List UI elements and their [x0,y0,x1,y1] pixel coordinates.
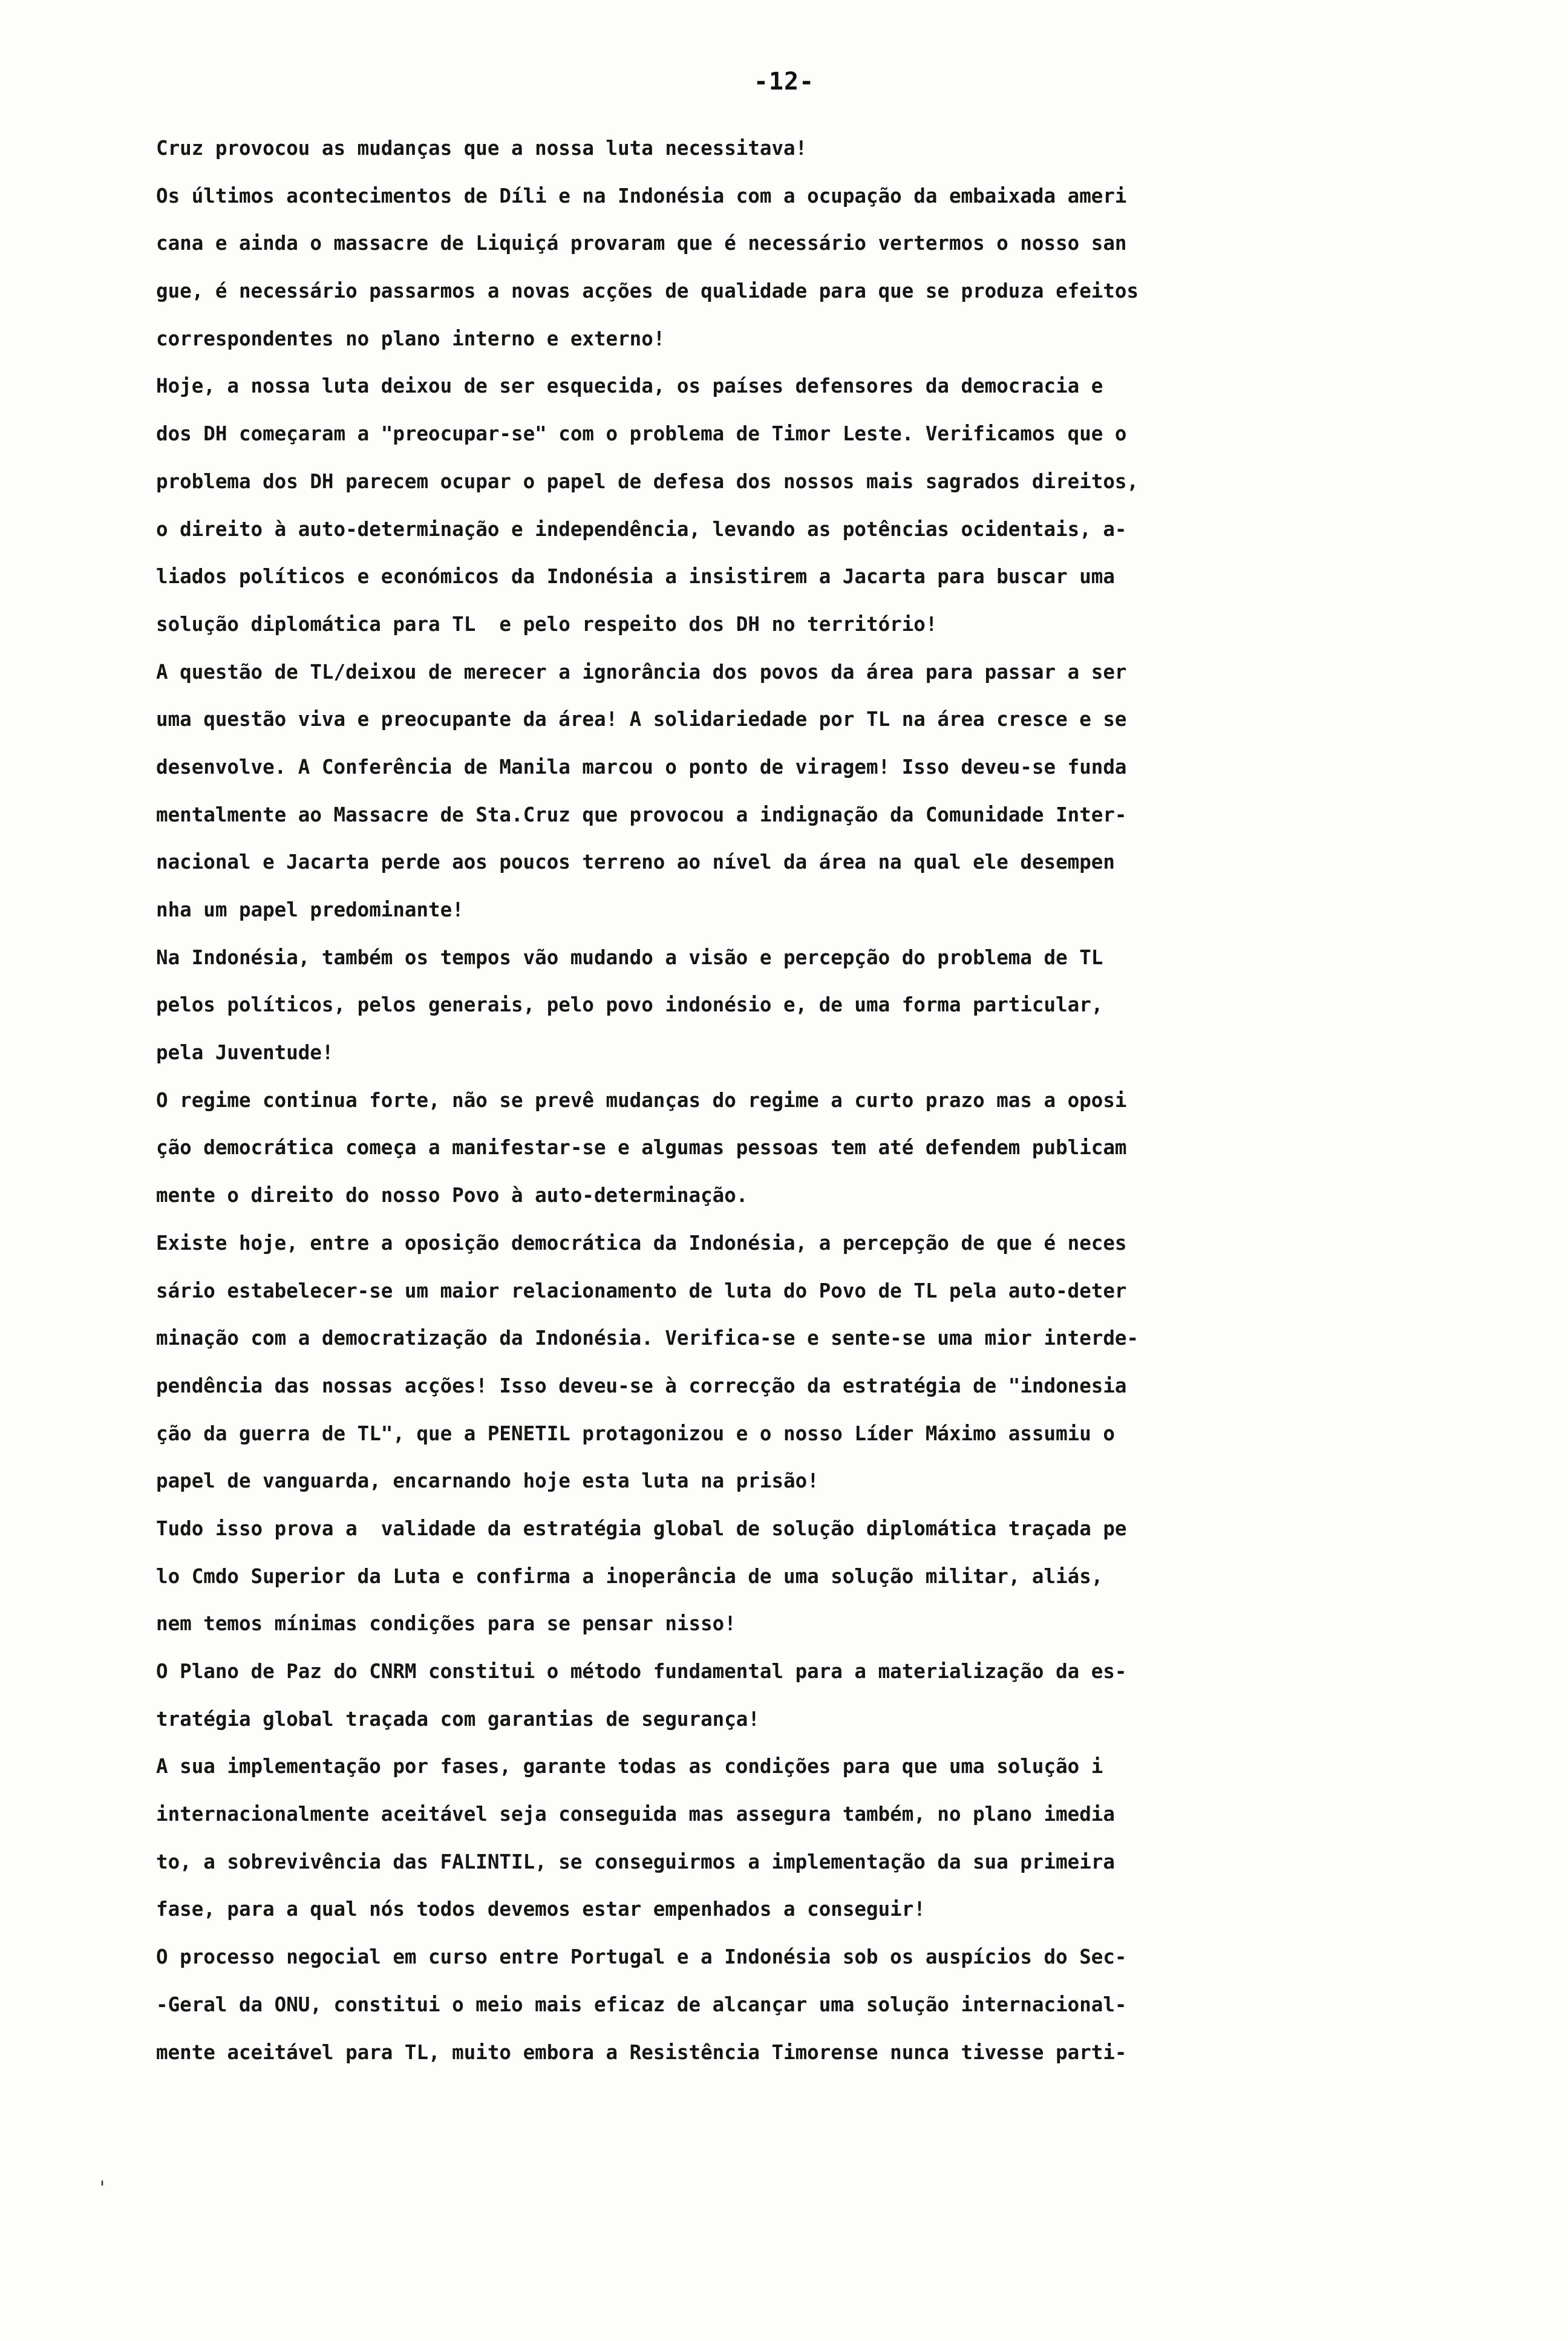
text-line: pela Juventude! [156,1041,334,1065]
document-body [156,125,1426,2076]
text-line: O Plano de Paz do CNRM constitui o método fundamental para a materialização da es- [156,1660,1127,1683]
text-line: Existe hoje, entre a oposição democrática da Indonésia, a percepção de que é neces [156,1231,1127,1255]
text-line: minação com a democratização da Indonésia. Verifica-se e sente-se uma mior interde- [156,1327,1139,1350]
text-line: -Geral da ONU, constitui o meio mais eficaz de alcançar uma solução internacional- [156,1993,1127,2016]
text-line: mente aceitável para TL, muito embora a Resistência Timorense nunca tivesse parti- [156,2040,1127,2064]
text-line: A questão de TL/deixou de merecer a ignorância dos povos da área para passar a ser [156,660,1127,684]
text-line: Os últimos acontecimentos de Díli e na Indonésia com a ocupação da embaixada ameri [156,184,1127,207]
page-number: -12- [753,68,815,96]
text-line: mente o direito do nosso Povo à auto-determinação. [156,1184,748,1207]
text-line: liados políticos e económicos da Indonésia a insistirem a Jacarta para buscar uma [156,565,1115,589]
text-line: tratégia global traçada com garantias de segurança! [156,1707,760,1731]
text-line: problema dos DH parecem ocupar o papel de defesa dos nossos mais sagrados direitos, [156,469,1139,493]
text-line: Cruz provocou as mudanças que a nossa luta necessitava! [156,137,808,160]
text-line: nem temos mínimas condições para se pensar nisso! [156,1612,736,1636]
text-line: fase, para a qual nós todos devemos estar empenhados a conseguir! [156,1898,926,1921]
margin-mark: ' [97,2178,108,2199]
text-line: to, a sobrevivência das FALINTIL, se conseguirmos a implementação da sua primeira [156,1850,1115,1873]
text-line: gue, é necessário passarmos a novas acções de qualidade para que se produza efeitos [156,279,1139,303]
text-line: internacionalmente aceitável seja conseguida mas assegura também, no plano imedia [156,1803,1115,1826]
text-line: uma questão viva e preocupante da área! A solidariedade por TL na área cresce e se [156,708,1127,731]
text-line: mentalmente ao Massacre de Sta.Cruz que provocou a indignação da Comunidade Inter- [156,803,1127,826]
text-line: O processo negocial em curso entre Portugal e a Indonésia sob os auspícios do Sec- [156,1945,1127,1969]
text-line: O regime continua forte, não se prevê mudanças do regime a curto prazo mas a oposi [156,1088,1127,1112]
text-line: sário estabelecer-se um maior relacionamento de luta do Povo de TL pela auto-deter [156,1279,1127,1302]
text-line: cana e ainda o massacre de Liquiçá provaram que é necessário vertermos o nosso san [156,232,1127,255]
text-line: lo Cmdo Superior da Luta e confirma a inoperância de uma solução militar, aliás, [156,1564,1103,1588]
text-line: papel de vanguarda, encarnando hoje esta luta na prisão! [156,1469,819,1493]
text-line: A sua implementação por fases, garante todas as condições para que uma solução i [156,1755,1103,1778]
text-line: pelos políticos, pelos generais, pelo povo indonésio e, de uma forma particular, [156,993,1103,1017]
text-line: pendência das nossas acções! Isso deveu-se à correcção da estratégia de "indonesia [156,1374,1127,1397]
text-line: desenvolve. A Conferência de Manila marcou o ponto de viragem! Isso deveu-se funda [156,755,1127,779]
text-line: nha um papel predominante! [156,898,464,921]
text-line: dos DH começaram a "preocupar-se" com o problema de Timor Leste. Verificamos que o [156,422,1127,446]
text-line: Hoje, a nossa luta deixou de ser esquecida, os países defensores da democracia e [156,374,1103,398]
text-line: nacional e Jacarta perde aos poucos terreno ao nível da área na qual ele desempen [156,851,1115,874]
text-line: correspondentes no plano interno e externo! [156,327,665,350]
text-line: Tudo isso prova a validade da estratégia global de solução diplomática traçada pe [156,1517,1127,1540]
text-line: ção da guerra de TL", que a PENETIL protagonizou e o nosso Líder Máximo assumiu o [156,1422,1115,1445]
text-line: ção democrática começa a manifestar-se e algumas pessoas tem até defendem publicam [156,1136,1127,1160]
text-line: o direito à auto-determinação e independência, levando as potências ocidentais, a- [156,517,1127,541]
text-line: Na Indonésia, também os tempos vão mudando a visão e percepção do problema de TL [156,945,1103,969]
text-line: solução diplomática para TL e pelo respeito dos DH no território! [156,612,938,636]
